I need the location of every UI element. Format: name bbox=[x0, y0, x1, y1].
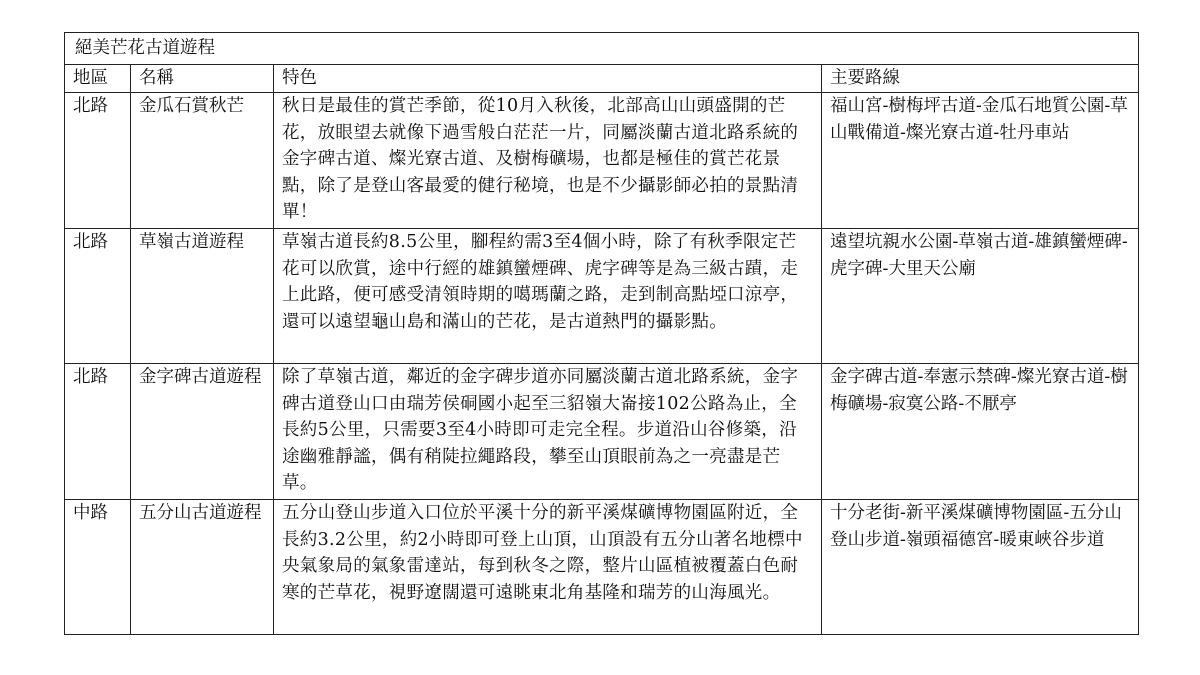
cell-feature: 五分山登山步道入口位於平溪十分的新平溪煤礦博物園區附近，全長約3.2公里，約2小時即可登上山頂，山頂設有五分山著名地標中央氣象局的氣象雷達站，每到秋冬之際，整片山區植被覆蓋白色耐寒的芒草花，視野遼闊還可遠眺東北角基隆和瑞芳的山海風光。 bbox=[274, 500, 822, 635]
table-title: 絕美芒花古道遊程 bbox=[65, 33, 1139, 65]
table-row bbox=[65, 229, 1139, 364]
cell-feature: 秋日是最佳的賞芒季節，從10月入秋後，北部高山山頭盛開的芒花，放眼望去就像下過雪般白茫茫一片，同屬淡蘭古道北路系統的金字碑古道、燦光寮古道、及樹梅礦場，也都是極佳的賞芒花景點，除了是登山客最愛的健行秘境，也是不少攝影師必拍的景點清單！ bbox=[274, 93, 822, 229]
table-row bbox=[65, 364, 1139, 500]
header-route: 主要路線 bbox=[822, 65, 1139, 93]
route-table bbox=[64, 32, 1139, 635]
header-name: 名稱 bbox=[131, 65, 274, 93]
table-row bbox=[65, 93, 1139, 229]
cell-name: 金瓜石賞秋芒 bbox=[131, 93, 274, 229]
table-row bbox=[65, 500, 1139, 635]
cell-region: 北路 bbox=[65, 229, 131, 364]
header-row bbox=[65, 65, 1139, 93]
cell-feature: 草嶺古道長約8.5公里，腳程約需3至4個小時，除了有秋季限定芒花可以欣賞，途中行經的雄鎮蠻煙碑、虎字碑等是為三級古蹟，走上此路，便可感受清領時期的噶瑪蘭之路，走到制高點埡口涼亭，還可以遠望龜山島和滿山的芒花，是古道熱門的攝影點。 bbox=[274, 229, 822, 364]
cell-route: 遠望坑親水公園-草嶺古道-雄鎮蠻煙碑-虎字碑-大里天公廟 bbox=[822, 229, 1139, 364]
header-feature: 特色 bbox=[274, 65, 822, 93]
cell-region: 北路 bbox=[65, 93, 131, 229]
cell-region: 中路 bbox=[65, 500, 131, 635]
cell-name: 草嶺古道遊程 bbox=[131, 229, 274, 364]
title-row bbox=[65, 33, 1139, 65]
cell-feature: 除了草嶺古道，鄰近的金字碑步道亦同屬淡蘭古道北路系統，金字碑古道登山口由瑞芳侯硐國小起至三貂嶺大崙接102公路為止，全長約5公里，只需要3至4小時即可走完全程。步道沿山谷修築，沿途幽雅靜謐，偶有稍陡拉繩路段，攀至山頂眼前為之一亮盡是芒草。 bbox=[274, 364, 822, 500]
header-region: 地區 bbox=[65, 65, 131, 93]
cell-region: 北路 bbox=[65, 364, 131, 500]
cell-route: 十分老街-新平溪煤礦博物園區-五分山登山步道-嶺頭福德宮-暖東峽谷步道 bbox=[822, 500, 1139, 635]
cell-name: 金字碑古道遊程 bbox=[131, 364, 274, 500]
cell-route: 福山宮-樹梅坪古道-金瓜石地質公園-草山戰備道-燦光寮古道-牡丹車站 bbox=[822, 93, 1139, 229]
cell-name: 五分山古道遊程 bbox=[131, 500, 274, 635]
cell-route: 金字碑古道-奉憲示禁碑-燦光寮古道-樹梅礦場-寂寞公路-不厭亭 bbox=[822, 364, 1139, 500]
